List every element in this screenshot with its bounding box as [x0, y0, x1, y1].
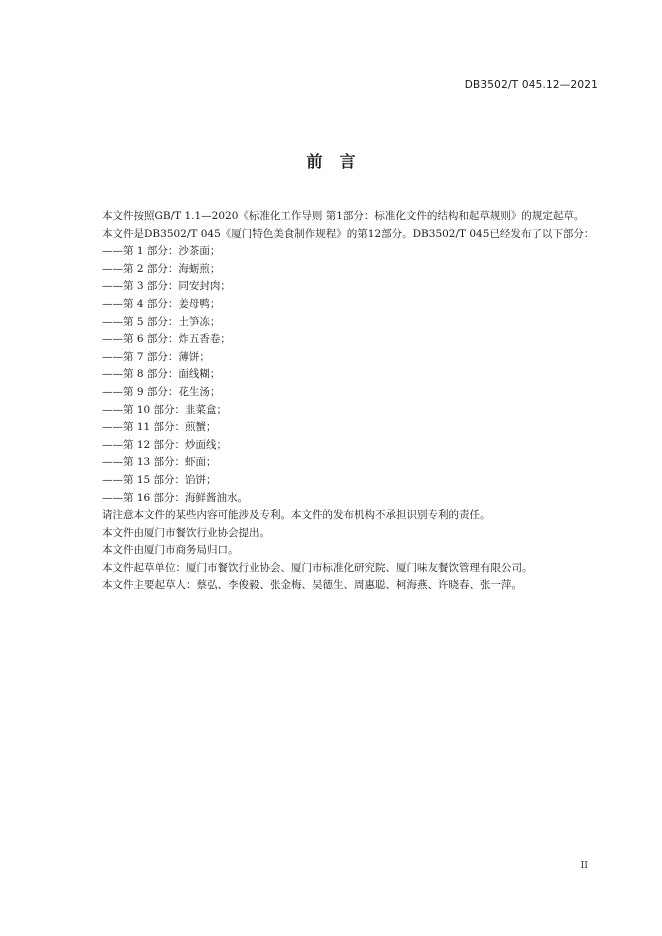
list-item: ——第 15 部分：馅饼；: [102, 473, 217, 486]
series-paragraph: 本文件是DB3502/T 045《厦门特色美食制作规程》的第12部分。DB3502/T 045已经发布了以下部分：: [102, 227, 595, 240]
document-body: [81, 208, 598, 595]
list-item: ——第 6 部分：炸五香卷；: [102, 333, 231, 346]
proposer-statement: 本文件由厦门市餐饮行业协会提出。: [102, 526, 270, 539]
list-item: ——第 5 部分：土笋冻；: [102, 315, 221, 328]
drafting-units: 本文件起草单位：厦门市餐饮行业协会、厦门市标准化研究院、厦门味友餐饮管理有限公司。: [102, 561, 533, 574]
list-item: ——第 12 部分：炒面线；: [102, 438, 228, 451]
parts-list: [81, 243, 598, 507]
page-number: II: [580, 860, 588, 871]
list-item: ——第 8 部分：面线糊；: [102, 368, 221, 381]
list-item: ——第 13 部分：虾面；: [102, 456, 217, 469]
list-item: ——第 1 部分：沙茶面；: [102, 245, 221, 258]
list-item: ——第 10 部分：韭菜盒；: [102, 403, 228, 416]
patent-notice: 请注意本文件的某些内容可能涉及专利。本文件的发布机构不承担识别专利的责任。: [102, 509, 491, 522]
list-item: ——第 16 部分：海鲜酱油水。: [102, 491, 249, 504]
document-code: DB3502/T 045.12—2021: [464, 79, 598, 91]
list-item: ——第 4 部分：姜母鸭；: [102, 297, 221, 310]
page-title: 前言: [306, 152, 373, 171]
intro-paragraph: 本文件按照GB/T 1.1—2020《标准化工作导则 第1部分：标准化文件的结构和起草规则》的规定起草。: [102, 210, 585, 222]
custodian-statement: 本文件由厦门市商务局归口。: [102, 544, 239, 557]
list-item: ——第 9 部分：花生汤；: [102, 385, 221, 398]
list-item: ——第 2 部分：海蛎煎；: [102, 262, 221, 275]
list-item: ——第 11 部分：煎蟹；: [102, 421, 217, 434]
list-item: ——第 3 部分：同安封肉；: [102, 280, 231, 293]
list-item: ——第 7 部分：薄饼；: [102, 350, 210, 363]
drafters: 本文件主要起草人：蔡弘、李俊毅、张金梅、吴德生、周惠聪、柯海燕、许晓春、张一萍。: [102, 579, 522, 592]
